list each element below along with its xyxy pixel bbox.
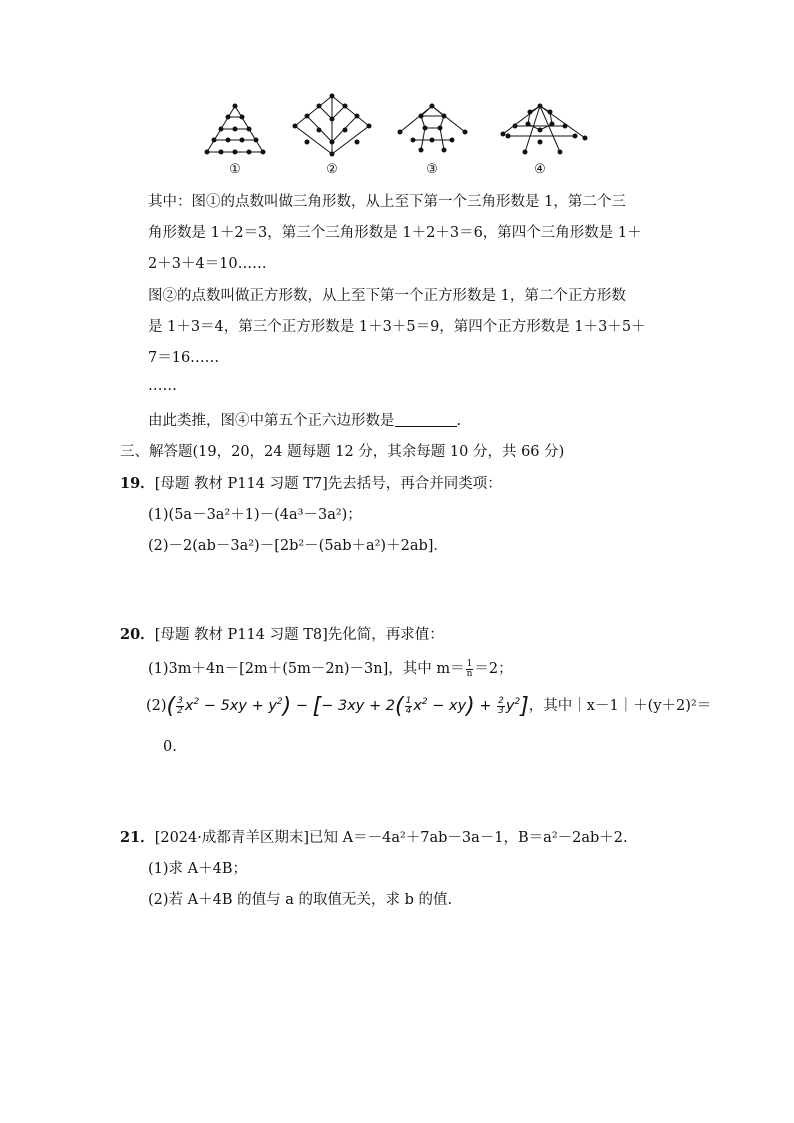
answer-blank bbox=[395, 412, 457, 427]
q21-part1: (1)求 A＋4B； bbox=[148, 861, 248, 877]
figure-label-2: ② bbox=[326, 162, 338, 177]
q21-title: [2024·成都青羊区期末]已知 A＝－4a²＋7ab－3a－1，B＝a²－2ab＋2. bbox=[154, 830, 628, 846]
q21-part2: (2)若 A＋4B 的值与 a 的取值无关，求 b 的值. bbox=[148, 892, 453, 908]
q19-part1: (1)(5a－3a²＋1)－(4a³－3a²)； bbox=[148, 507, 362, 523]
conclusion-line bbox=[148, 411, 461, 431]
para1-line1: 其中：图①的点数叫做三角形数，从上至下第一个三角形数是 1，第二个三 bbox=[148, 194, 626, 210]
figure-1-triangle bbox=[205, 104, 265, 154]
figure-row bbox=[195, 92, 605, 182]
polygonal-number-figures bbox=[195, 92, 605, 162]
q20-part1-fraction bbox=[466, 660, 474, 679]
q20-title-line bbox=[120, 625, 444, 645]
fraction-denominator: n bbox=[466, 668, 473, 679]
q19-title-line bbox=[120, 474, 502, 494]
section-3-heading: 三、解答题(19，20，24 题每题 12 分，其余每题 10 分，共 66 分) bbox=[120, 444, 565, 460]
q20-part2 bbox=[146, 693, 711, 720]
figure-label-4: ④ bbox=[534, 162, 546, 177]
q20-part1-end: ＝2； bbox=[474, 661, 513, 677]
figure-2-square bbox=[293, 94, 371, 156]
figure-3-pentagon bbox=[398, 104, 467, 152]
q20-part2-expression: ( $\frac{3}{2}$ $x^2 - 5xy + y^2$) − [− 3xy + 2( $\frac{1}{4}$ $x^2 - xy$) + $\frac{2}{3}$ $y^2$] bbox=[166, 694, 529, 719]
q20-part2-tail: 0. bbox=[163, 739, 177, 755]
q20-number: 20． bbox=[120, 626, 155, 643]
q20-part1 bbox=[148, 659, 513, 679]
para2-line1: 图②的点数叫做正方形数，从上至下第一个正方形数是 1，第二个正方形数 bbox=[148, 288, 626, 304]
fraction-numerator: 1 bbox=[466, 658, 473, 669]
conclusion-text: 由此类推，图④中第五个正六边形数是 bbox=[148, 413, 395, 429]
q20-part2-label: (2) bbox=[146, 698, 167, 714]
ellipsis-line: …… bbox=[148, 378, 177, 394]
q21-title-line bbox=[120, 828, 628, 848]
para2-line2: 是 1＋3＝4，第三个正方形数是 1＋3＋5＝9，第四个正方形数是 1＋3＋5＋ bbox=[148, 319, 646, 335]
figure-label-3: ③ bbox=[426, 162, 438, 177]
figure-4-hexagon bbox=[501, 104, 587, 154]
q20-part1-text: (1)3m＋4n－[2m＋(5m－2n)－3n]，其中 m＝ bbox=[148, 661, 465, 677]
para1-line3: 2＋3＋4＝10…… bbox=[148, 256, 267, 272]
q19-title: [母题 教材 P114 习题 T7]先去括号，再合并同类项： bbox=[154, 476, 502, 492]
q20-part2-condition: ，其中｜x－1｜＋(y＋2)²＝ bbox=[528, 698, 712, 714]
q20-title: [母题 教材 P114 习题 T8]先化简，再求值： bbox=[154, 627, 444, 643]
q19-number: 19． bbox=[120, 475, 155, 492]
q21-number: 21． bbox=[120, 829, 155, 846]
conclusion-end: . bbox=[456, 413, 462, 429]
para1-line2: 角形数是 1＋2＝3，第三个三角形数是 1＋2＋3＝6，第四个三角形数是 1＋ bbox=[148, 225, 642, 241]
para2-line3: 7＝16…… bbox=[148, 350, 220, 366]
q19-part2: (2)－2(ab－3a²)－[2b²－(5ab＋a²)＋2ab]． bbox=[148, 538, 448, 554]
figure-label-1: ① bbox=[229, 162, 241, 177]
